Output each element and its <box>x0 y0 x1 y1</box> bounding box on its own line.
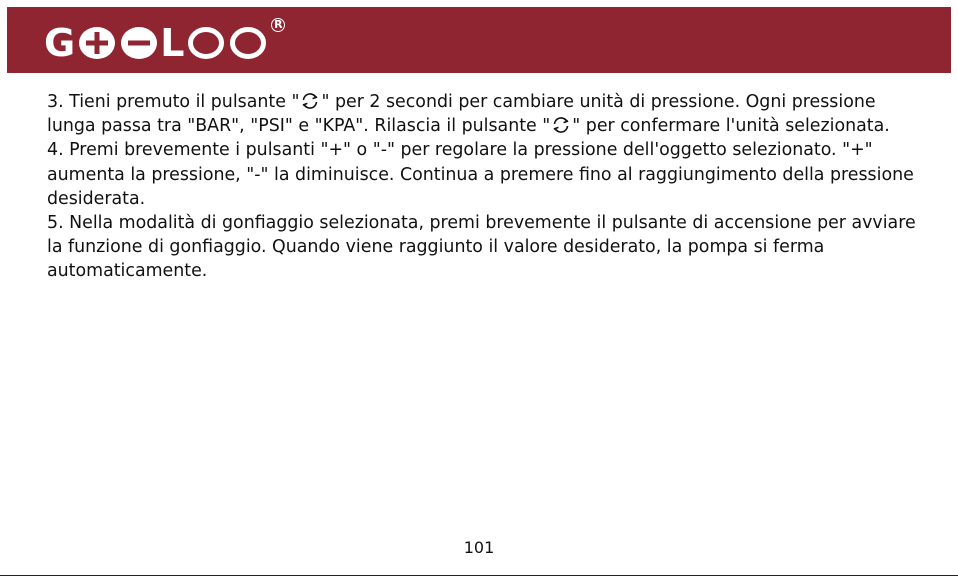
step-4: 4. Premi brevemente i pulsanti "+" o "-" per regolare la pressione dell'oggetto selezionato. "+" aumenta la pressione, "-" la diminuisce. Continua a premere fino al raggiungimento della pressione desiderata. <box>47 140 914 209</box>
logo-letter-g: G <box>44 21 77 65</box>
registered-mark: R <box>271 18 285 32</box>
logo-o-plus-icon <box>78 26 116 60</box>
logo-letter-l: L <box>160 21 186 65</box>
gooloo-logo <box>44 20 285 66</box>
cycle-arrows-icon <box>299 91 321 111</box>
bottom-divider <box>0 575 958 576</box>
step-3: 3. Tieni premuto il pulsante " " per 2 secondi per cambiare unità di pressione. Ogni pressione lunga passa tra "BAR", "PSI" e "KPA". Rilascia il pulsante " " per confermare l'unità selezionata. <box>47 92 890 137</box>
logo-o-minus-icon <box>120 26 158 60</box>
logo-o-ring-icon-2 <box>229 26 267 60</box>
cycle-arrows-icon <box>550 115 572 135</box>
step-5: 5. Nella modalità di gonfiaggio selezionata, premi brevemente il pulsante di accensione per avviare la funzione di gonfiaggio. Quando viene raggiunto il valore desiderato, la pompa si ferma automaticamente. <box>47 213 916 282</box>
logo-o-ring-icon <box>187 26 225 60</box>
instruction-text <box>47 90 927 284</box>
page-number: 101 <box>463 538 495 557</box>
